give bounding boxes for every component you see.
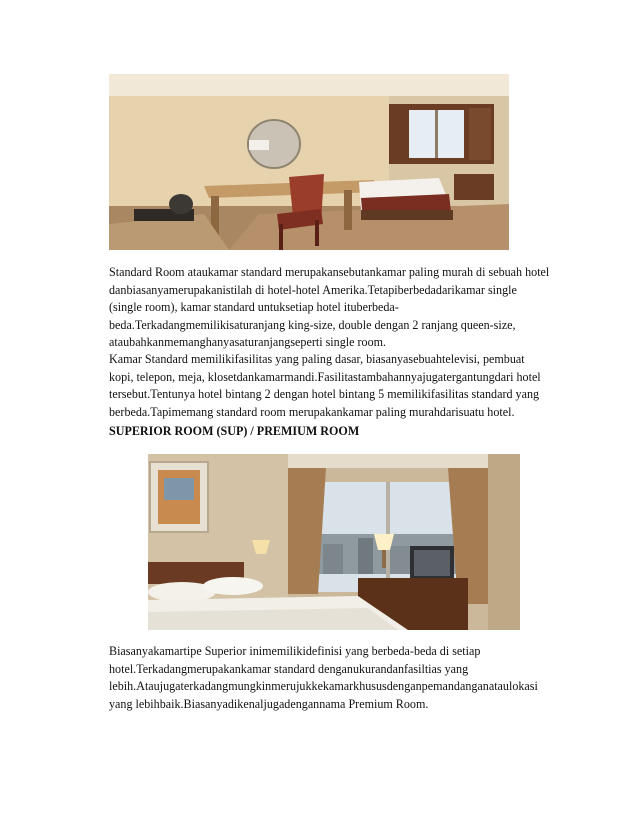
text-line: beda.Terkadangmemilikisaturanjang king-size, double dengan 2 ranjang queen-size, [109, 317, 516, 332]
standard-room-description [109, 264, 579, 352]
text-line: Biasanyakamartipe Superior inimemilikidefinisi yang berbeda-beda di setiap [109, 644, 481, 658]
text-line: Kamar Standard memilikifasilitas yang paling dasar, biasanyasebuahtelevisi, pembuat [109, 352, 525, 366]
text-line: yang lebihbaik.Biasanyadikenaljugadengannama Premium Room. [109, 696, 429, 711]
text-line: kopi, telepon, meja, klosetdankamarmandi.Fasilitastambahannyajugatergantungdari hotel [109, 369, 541, 384]
text-line: tersebut.Tentunya hotel bintang 2 dengan hotel bintang 5 memilikifasilitas standard yang [109, 387, 540, 401]
section-heading: SUPERIOR ROOM (SUP) / PREMIUM ROOM [109, 424, 360, 438]
standard-room-facilities [109, 351, 579, 421]
text-line: (single room), kamar standard untuksetiap hotel ituberbeda- [109, 300, 399, 314]
text-line: hotel.Terkadangmerupakankamar standard denganukurandanfasiltias yang [109, 661, 469, 676]
standard-room-photo [109, 74, 509, 250]
superior-room-description [109, 643, 579, 713]
text-line: danbiasanyamerupakanistilah di hotel-hotel Amerika.Tetapiberbedadarikamar single [109, 282, 517, 297]
superior-room-photo [148, 454, 520, 630]
text-line: lebih.Ataujugaterkadangmungkinmerujukkekamarkhususdenganpemandanganataulokasi [109, 679, 538, 693]
text-line: Standard Room ataukamar standard merupakansebutankamar paling murah di sebuah hotel [109, 265, 550, 279]
text-line: ataubahkanmemanghanyasaturanjangseperti single room. [109, 335, 387, 349]
text-line: berbeda.Tapimemang standard room merupakankamar paling murahdarisuatu hotel. [109, 404, 515, 419]
